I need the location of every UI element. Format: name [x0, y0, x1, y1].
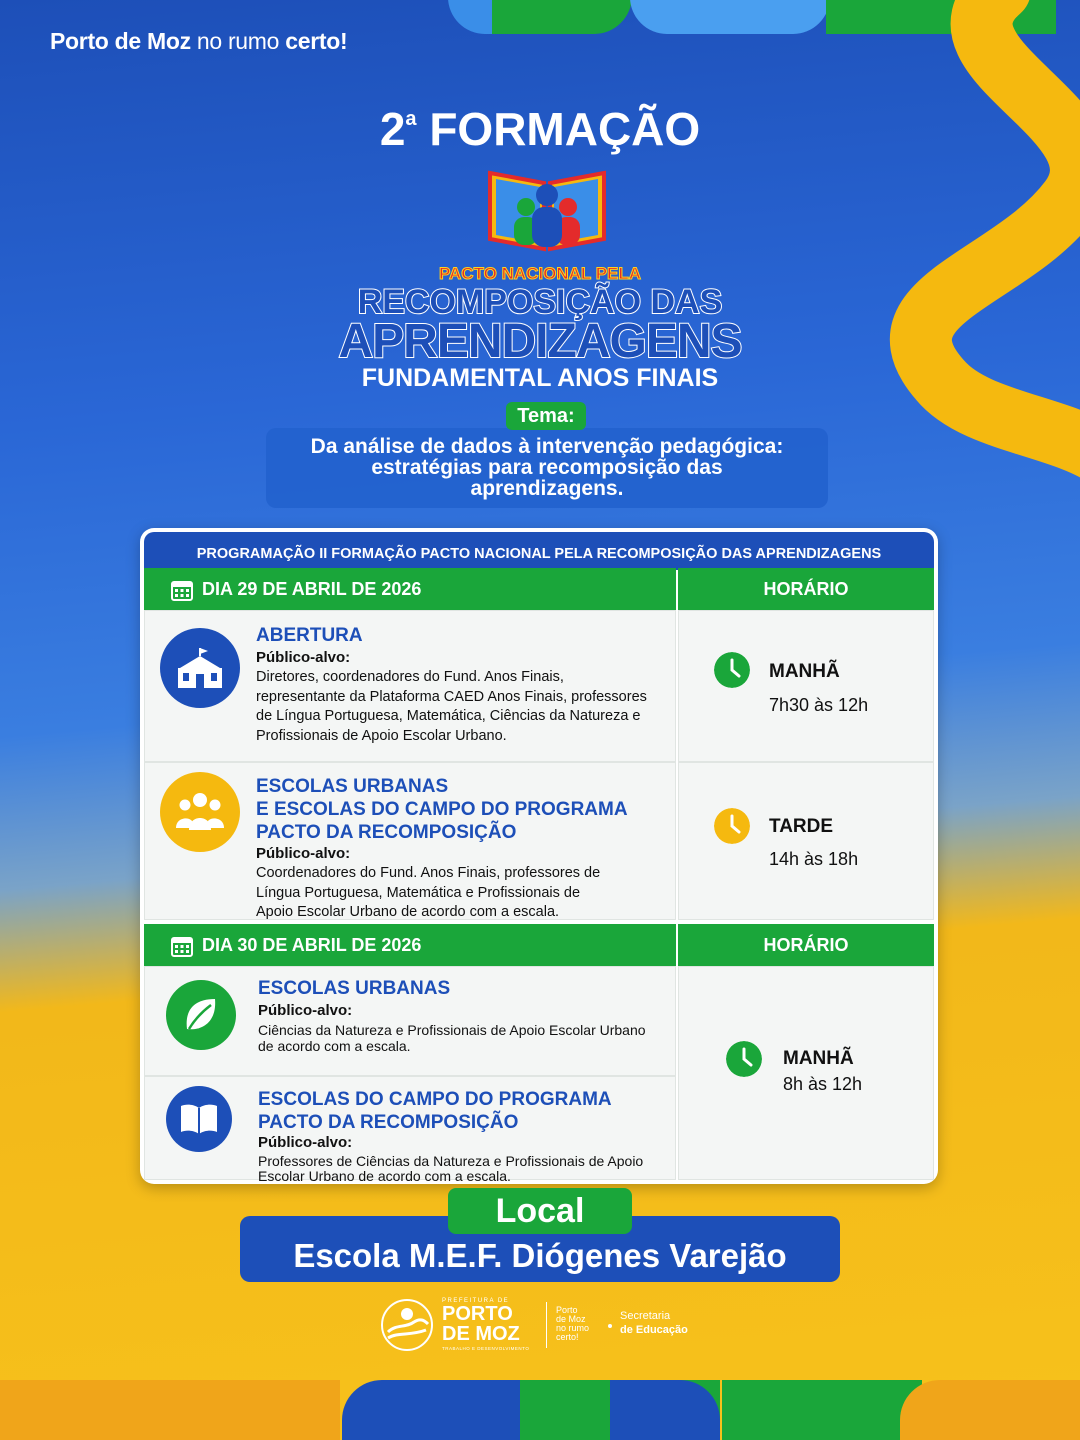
slogan-city: Porto de Moz: [50, 28, 191, 54]
footer-divider: [546, 1302, 547, 1348]
footer-slogan-line: certo!: [556, 1332, 579, 1342]
desc-line: Diretores, coordenadores do Fund. Anos Finais,: [256, 669, 564, 685]
day1-item2-publico: Público-alvo:: [256, 845, 351, 862]
calendar-icon: [170, 934, 194, 958]
day1-slot1-period: MANHÃ: [769, 661, 840, 682]
footer-slogan: [556, 1306, 589, 1342]
day1-slot1-hours: 7h30 às 12h: [769, 695, 869, 715]
pacto-line1: PACTO NACIONAL PELA: [438, 264, 642, 283]
top-decor-lightblue: [630, 0, 830, 34]
day2-item2-title: [258, 1088, 612, 1134]
tema-line3: aprendizagens.: [470, 477, 624, 500]
slogan-end: certo!: [285, 28, 348, 54]
pacto-line4: FUNDAMENTAL ANOS FINAIS: [361, 364, 719, 392]
desc-line: de Língua Portuguesa, Matemática, Ciências da Natureza e: [256, 708, 641, 724]
desc-line: Coordenadores do Fund. Anos Finais, professores de: [256, 865, 601, 881]
footer-city2: DE MOZ: [442, 1323, 520, 1345]
slogan-middle: no rumo: [190, 28, 286, 54]
pacto-line3: APRENDIZAGENS: [338, 315, 742, 368]
footer-logo: [380, 1298, 700, 1358]
city-emblem-icon: [380, 1298, 434, 1352]
item-title-line: ESCOLAS URBANAS: [258, 978, 451, 999]
day1-slot2-hours: 14h às 18h: [769, 849, 859, 869]
footer-city-tag: TRABALHO E DESENVOLVIMENTO: [442, 1346, 530, 1351]
day1-slot1-cell: [678, 610, 934, 762]
footer-secretaria: Secretaria: [620, 1310, 671, 1322]
leaf-icon: [166, 980, 236, 1050]
day2-slot1-period: MANHÃ: [783, 1048, 854, 1069]
pacto-line2: RECOMPOSIÇÃO DAS: [357, 283, 723, 321]
day1-item1-title: [256, 624, 363, 647]
footer-educacao: de Educação: [620, 1324, 688, 1336]
item-title-line: PACTO DA RECOMPOSIÇÃO: [258, 1112, 519, 1133]
bottom-decor-green2: [722, 1380, 922, 1440]
day1-slot2-cell: [678, 762, 934, 920]
day1-slot2-period: TARDE: [769, 816, 834, 837]
footer-city1: PORTO: [442, 1303, 513, 1325]
day2-slot1-cell: [678, 966, 934, 1180]
item-title-line: ABERTURA: [256, 625, 363, 646]
desc-line: de acordo com a escala.: [258, 1038, 411, 1054]
footer-prefeitura: PREFEITURA DE: [442, 1298, 510, 1304]
local-box: Escola M.E.F. Diógenes Varejão: [240, 1216, 840, 1282]
title-number: 2: [379, 103, 406, 155]
page-title: [0, 102, 1080, 156]
clock-icon: [714, 808, 750, 844]
item-title-line: PACTO DA RECOMPOSIÇÃO: [256, 822, 517, 843]
book-icon: [166, 1086, 232, 1152]
schedule-header: PROGRAMAÇÃO II FORMAÇÃO PACTO NACIONAL PELA RECOMPOSIÇÃO DAS APRENDIZAGENS: [144, 532, 934, 570]
bottom-decor-blue: [342, 1380, 532, 1440]
bottom-decor-yellow: [0, 1380, 340, 1440]
horario-bar-2: HORÁRIO: [678, 924, 934, 966]
desc-line: Profissionais de Apoio Escolar Urbano.: [256, 727, 507, 744]
footer-slogan-line: no rumo: [556, 1323, 590, 1333]
footer-slogan-line: de Moz: [556, 1314, 586, 1324]
day2-slot1-hours: 8h às 12h: [783, 1074, 863, 1094]
desc-line: Escolar Urbano de acordo com a escala.: [258, 1168, 511, 1184]
tema-text: [266, 432, 828, 499]
item-title-line: ESCOLAS DO CAMPO DO PROGRAMA: [258, 1089, 612, 1110]
day2-item1-desc: [258, 1022, 646, 1054]
title-text: FORMAÇÃO: [429, 103, 701, 155]
bottom-decor-blue2: [610, 1380, 720, 1440]
group-icon: [160, 772, 240, 852]
tema-line2: estratégias para recomposição das: [371, 456, 723, 479]
day2-item1-title: [258, 977, 450, 1000]
footer-dot: [608, 1324, 612, 1328]
day-bar-2: [144, 924, 676, 966]
footer-slogan-line: Porto: [556, 1305, 578, 1315]
day-label-2: DIA 30 DE ABRIL DE 2026: [202, 935, 422, 955]
schedule-card: [140, 528, 938, 1184]
day1-item1-desc: [256, 668, 647, 746]
open-book-people-icon: [482, 155, 612, 255]
tema-label: Tema:: [506, 402, 586, 430]
day2-item2-desc: [258, 1154, 643, 1184]
school-icon: [160, 628, 240, 708]
clock-icon: [726, 1041, 762, 1077]
day2-item1-publico: Público-alvo:: [258, 1002, 353, 1019]
day1-item2-desc: [256, 864, 600, 923]
day1-item1-publico: Público-alvo:: [256, 649, 351, 666]
clock-icon: [714, 652, 750, 688]
bottom-decor-yellow2: [900, 1380, 1080, 1440]
day-label-1: DIA 29 DE ABRIL DE 2026: [202, 579, 422, 599]
calendar-icon: [170, 578, 194, 602]
title-ordinal: a: [405, 108, 417, 130]
tema-line1: Da análise de dados à intervenção pedagógica:: [310, 435, 784, 458]
day-bar-1: [144, 568, 676, 610]
day1-item2-title: [256, 775, 628, 844]
day2-item2-publico: Público-alvo:: [258, 1134, 353, 1151]
item-title-line: ESCOLAS URBANAS: [256, 776, 449, 797]
top-decor-green: [492, 0, 632, 34]
item-title-line: E ESCOLAS DO CAMPO DO PROGRAMA: [256, 799, 628, 820]
slogan: [50, 28, 347, 55]
desc-line: Apoio Escolar Urbano de acordo com a escala.: [256, 904, 560, 920]
horario-bar-1: HORÁRIO: [678, 568, 934, 610]
desc-line: Ciências da Natureza e Profissionais de Apoio Escolar Urbano: [258, 1022, 646, 1038]
local-label: Local: [448, 1188, 632, 1234]
desc-line: Língua Portuguesa, Matemática e Profissionais de: [256, 884, 581, 901]
desc-line: representante da Plataforma CAED Anos Finais, professores: [256, 688, 647, 705]
desc-line: Professores de Ciências da Natureza e Profissionais de Apoio: [258, 1153, 644, 1169]
